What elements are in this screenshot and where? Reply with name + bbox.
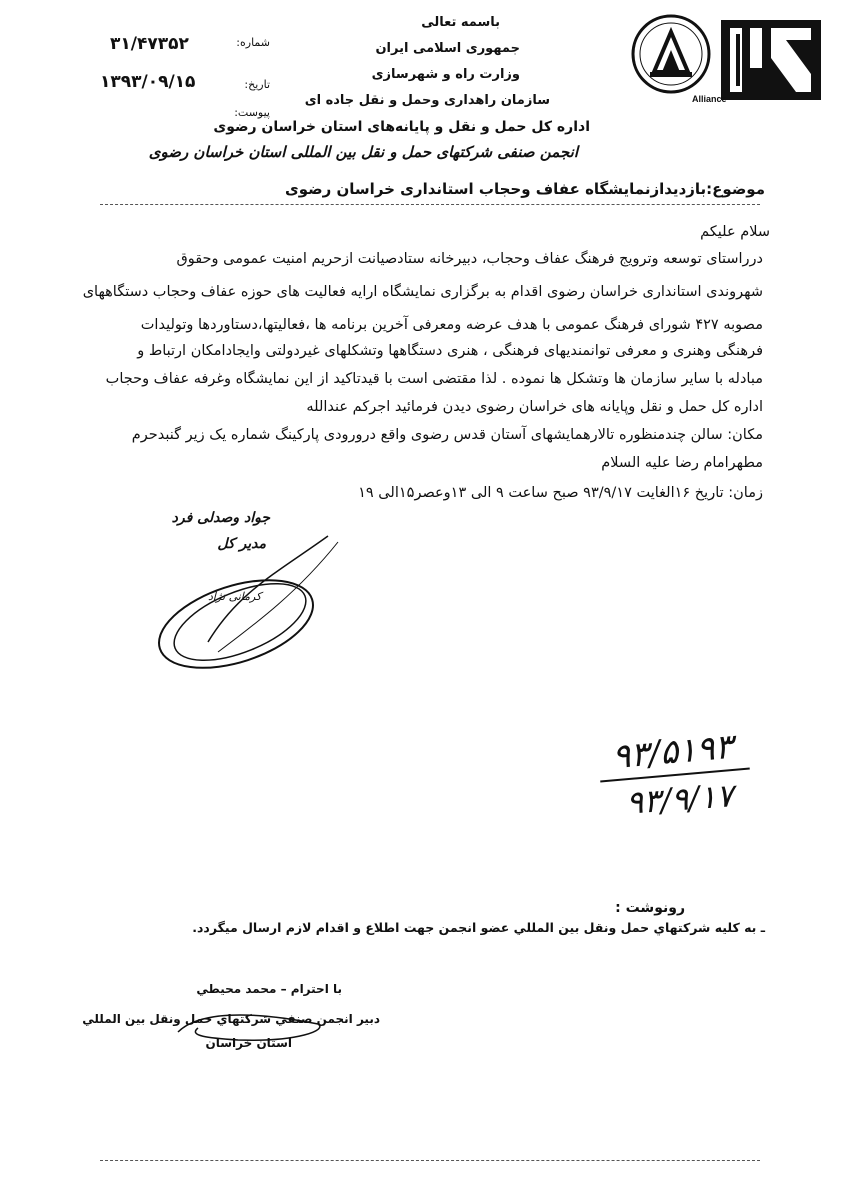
country-name: جمهوری اسلامی ایران: [375, 41, 520, 56]
body-line-2: شهروندی استانداری خراسان رضوی اقدام به برگزاری نمایشگاه ارایه فعالیت های حوزه عفاف وحجاب دستگاههای: [82, 284, 763, 300]
date-value: ۱۳۹۳/۰۹/۱۵: [100, 72, 196, 92]
signature-scribble-text: کرمانی نژاد: [208, 590, 262, 603]
subject-underline: [100, 204, 760, 205]
body-line-3: مصوبه ۴۲۷ شورای فرهنگ عمومی با هدف عرضه ومعرفی آخرین برنامه ها ،فعالیتها،دستاوردها وتولیدات: [140, 317, 763, 333]
closing-regards: با احترام – محمد محيطي: [196, 982, 342, 996]
letter-number-row: [100, 34, 270, 56]
closing-signature-scribble: [168, 1002, 338, 1052]
bismillah: باسمه تعالی: [421, 15, 500, 30]
cc-line: ـ به کلیه شرکتهاي حمل ونقل بين المللي عضو انجمن جهت اطلاع و اقدام لازم ارسال ميگردد.: [192, 920, 765, 935]
footer-divider: [100, 1160, 760, 1161]
closing-title-line2: استان خراسان: [205, 1036, 292, 1050]
closing-title-line1: دبير انجمن صنفي شركتهاي حمل ونقل بين المللي: [82, 1012, 380, 1026]
location-line-1: مکان: سالن چندمنظوره تالارهمایشهای آستان قدس رضوی واقع درورودی پارکینگ شماره یک زیر گنبدحرم: [131, 427, 763, 443]
body-line-5: مبادله با سایر سازمان ها وتشکل ها نموده . لذا مقتضی است با قیدتاکید از این نمایشگاه وغرفه عفاف وحجاب: [105, 371, 763, 387]
recipient: انجمن صنفی شرکتهای حمل و نقل بین المللی استان خراسان رضوی: [148, 143, 578, 161]
subject-line: موضوع:بازدیدازنمایشگاه عفاف وحجاب استانداری خراسان رضوی: [284, 180, 765, 198]
number-value: ۳۱/۴۷۳۵۲: [110, 34, 189, 54]
cc-label: رونوشت :: [615, 900, 685, 916]
number-label: شماره:: [236, 36, 270, 49]
signer-name: جواد وصدلی فرد: [171, 510, 270, 526]
office-name: اداره کل حمل و نقل و پایانه‌های استان خراسان رضوی: [213, 119, 590, 135]
body-line-4: فرهنگی وهنری و معرفی توانمندیهای فرهنگی ، هنری دستگاهها وتشکلهای غیردولتی وایجادامکان ارتباط و: [137, 343, 763, 359]
time-line: زمان: تاریخ ۱۶الغایت ۹۳/۹/۱۷ صبح ساعت ۹ الی ۱۳وعصر۱۵الی ۱۹: [358, 485, 763, 501]
logo-caption: Alliance: [692, 94, 727, 104]
handwritten-reg-number: ۹۳/۵۱۹۳: [610, 726, 735, 778]
body-line-1: درراستای توسعه وترویج فرهنگ عفاف وحجاب، دبیرخانه ستادصیانت ازحریم امنیت عمومی وحقوق: [176, 251, 763, 267]
body-line-6: اداره کل حمل و نقل وپایانه های خراسان رضوی دیدن فرمائید اجرکم عندالله: [306, 399, 763, 415]
organization-logo: [626, 14, 826, 106]
greeting: سلام علیکم: [700, 224, 770, 240]
letter-date-row: [100, 72, 270, 96]
handwritten-signature: [148, 532, 348, 672]
date-label: تاریخ:: [244, 78, 270, 91]
signer-title: مدیر کل: [217, 536, 266, 552]
location-line-2: مطهرامام رضا علیه السلام: [601, 455, 763, 471]
handwritten-reg-date: ۹۳/۹/۱۷: [624, 776, 735, 822]
attachment-label: پیوست:: [234, 106, 270, 119]
ministry-name: وزارت راه و شهرسازی: [371, 67, 520, 82]
organization-name: سازمان راهداری وحمل و نقل جاده ای: [304, 93, 550, 108]
